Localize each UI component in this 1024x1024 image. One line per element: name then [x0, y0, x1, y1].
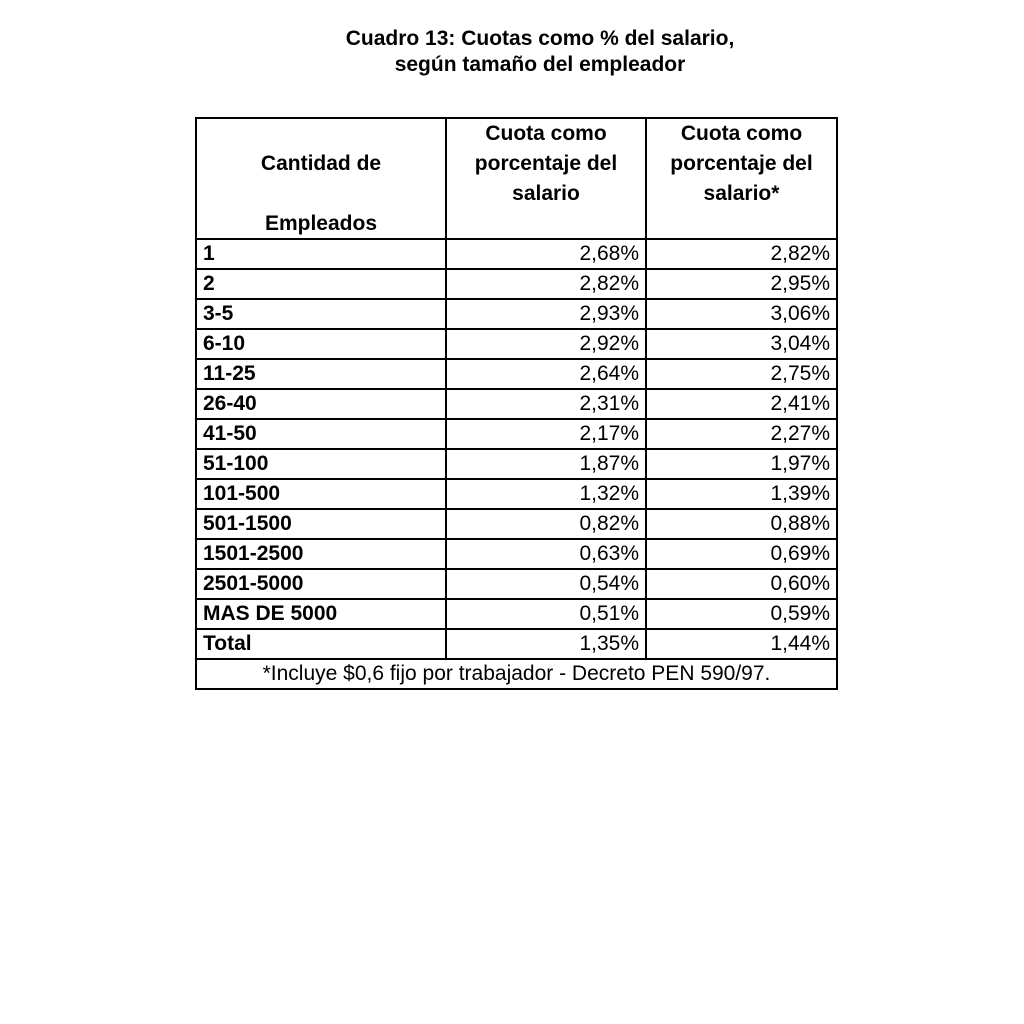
table-title-line-1: Cuadro 13: Cuotas como % del salario, [345, 27, 735, 50]
row-label: 6-10 [196, 329, 446, 359]
header-cuota: Cuota como porcentaje del salario [446, 118, 646, 239]
row-label: MAS DE 5000 [196, 599, 446, 629]
header-cantidad-empleados [196, 118, 446, 239]
footnote-row [196, 659, 837, 689]
row-label: Total [196, 629, 446, 659]
row-label: 41-50 [196, 419, 446, 449]
cuota-fijo-value: 0,60% [646, 569, 837, 599]
cuota-fijo-value: 1,97% [646, 449, 837, 479]
cuota-fijo-value: 2,41% [646, 389, 837, 419]
cuota-fijo-value: 0,88% [646, 509, 837, 539]
cuota-value: 2,93% [446, 299, 646, 329]
header-cantidad-line-2: Empleados [264, 212, 378, 235]
cuota-fijo-value: 3,04% [646, 329, 837, 359]
header-cuota-fijo: Cuota como porcentaje del salario* [646, 118, 837, 239]
cuota-value: 2,82% [446, 269, 646, 299]
table-row [196, 269, 837, 299]
header-row [196, 118, 837, 239]
table-row [196, 629, 837, 659]
row-label: 2501-5000 [196, 569, 446, 599]
cuotas-table [195, 117, 838, 690]
cuota-value: 1,32% [446, 479, 646, 509]
row-label: 3-5 [196, 299, 446, 329]
cuota-value: 2,31% [446, 389, 646, 419]
table-row [196, 599, 837, 629]
cuota-value: 0,51% [446, 599, 646, 629]
table-row [196, 389, 837, 419]
cuota-fijo-value: 3,06% [646, 299, 837, 329]
table-row [196, 419, 837, 449]
table-row [196, 539, 837, 569]
cuota-value: 1,87% [446, 449, 646, 479]
table-row [196, 509, 837, 539]
row-label: 501-1500 [196, 509, 446, 539]
cuota-value: 2,64% [446, 359, 646, 389]
header-cantidad-line-1: Cantidad de [260, 152, 382, 175]
table-title-line-2: según tamaño del empleador [394, 53, 686, 76]
row-label: 2 [196, 269, 446, 299]
cuota-fijo-value: 2,82% [646, 239, 837, 269]
cuota-value: 0,54% [446, 569, 646, 599]
row-label: 101-500 [196, 479, 446, 509]
cuota-value: 0,82% [446, 509, 646, 539]
table-row [196, 239, 837, 269]
row-label: 26-40 [196, 389, 446, 419]
row-label: 1 [196, 239, 446, 269]
cuota-fijo-value: 2,27% [646, 419, 837, 449]
row-label: 51-100 [196, 449, 446, 479]
cuota-fijo-value: 0,59% [646, 599, 837, 629]
cuota-value: 0,63% [446, 539, 646, 569]
cuota-fijo-value: 2,75% [646, 359, 837, 389]
footnote: *Incluye $0,6 fijo por trabajador - Decreto PEN 590/97. [196, 659, 837, 689]
cuota-value: 2,92% [446, 329, 646, 359]
row-label: 11-25 [196, 359, 446, 389]
table-body [196, 239, 837, 659]
cuota-value: 2,68% [446, 239, 646, 269]
table-row [196, 299, 837, 329]
table-row [196, 569, 837, 599]
row-label: 1501-2500 [196, 539, 446, 569]
cuota-fijo-value: 0,69% [646, 539, 837, 569]
cuota-value: 2,17% [446, 419, 646, 449]
cuota-fijo-value: 1,44% [646, 629, 837, 659]
table-row [196, 329, 837, 359]
table-row [196, 449, 837, 479]
table-row [196, 479, 837, 509]
table-row [196, 359, 837, 389]
cuota-fijo-value: 1,39% [646, 479, 837, 509]
cuota-fijo-value: 2,95% [646, 269, 837, 299]
table-title [200, 26, 880, 78]
cuota-value: 1,35% [446, 629, 646, 659]
